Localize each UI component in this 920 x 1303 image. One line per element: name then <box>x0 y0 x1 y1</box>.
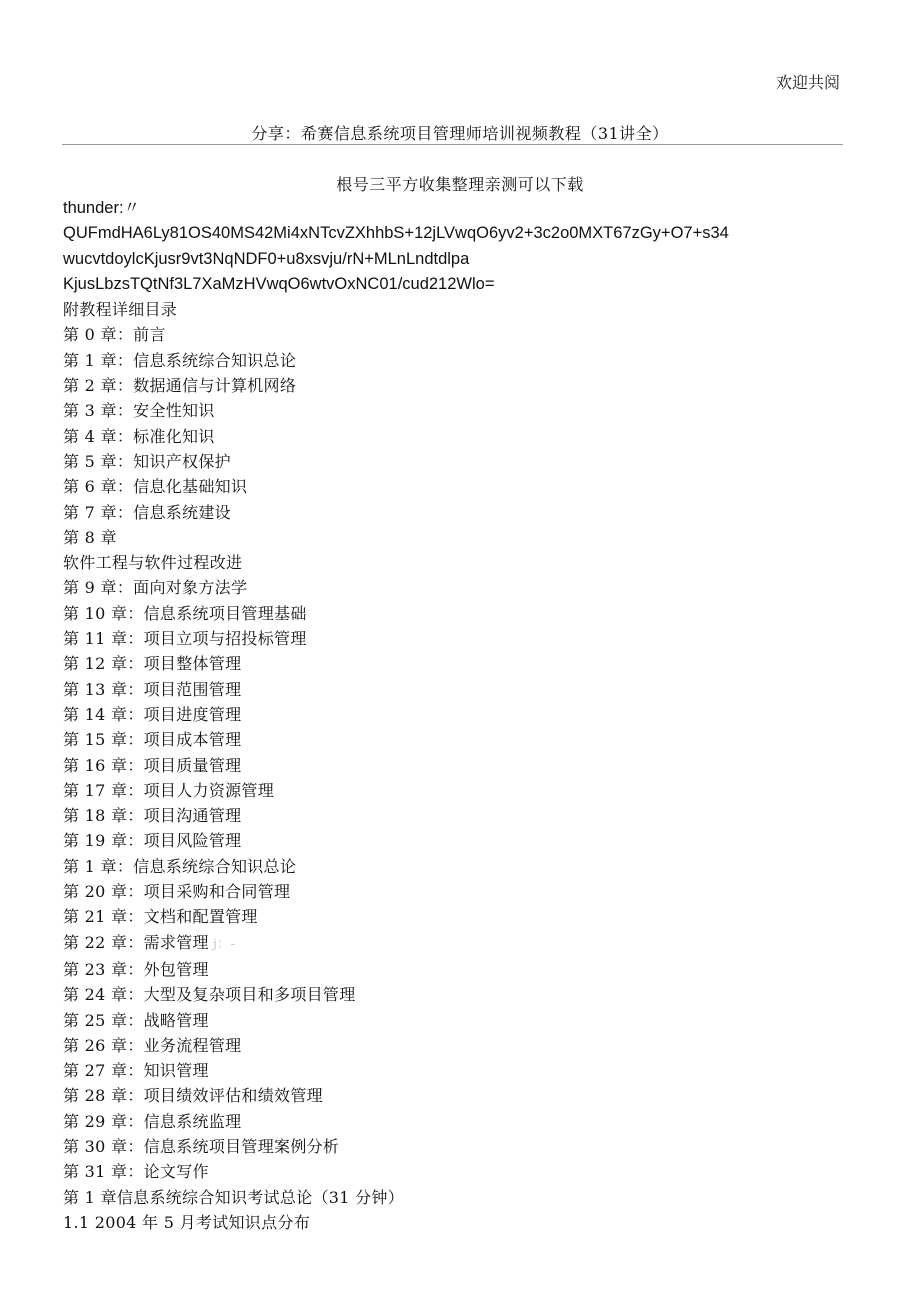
toc-item: 第 11 章：项目立项与招投标管理 <box>63 629 307 649</box>
toc-item: 第 31 章：论文写作 <box>63 1162 209 1182</box>
toc-item: 第 28 章：项目绩效评估和绩效管理 <box>63 1086 323 1106</box>
toc-item: 第 1 章：信息系统综合知识总论 <box>63 856 297 876</box>
toc-item: 第 13 章：项目范围管理 <box>63 679 242 699</box>
toc-item: 第 16 章：项目质量管理 <box>63 755 242 775</box>
toc-item: 第 27 章：知识管理 <box>63 1061 209 1081</box>
toc-item: 第 21 章：文档和配置管理 <box>63 907 258 927</box>
toc-item: 第 29 章：信息系统监理 <box>63 1111 242 1131</box>
toc-item: 第 2 章：数据通信与计算机网络 <box>63 376 297 396</box>
toc-item: 第 0 章：前言 <box>63 325 166 345</box>
toc-item: 第 23 章：外包管理 <box>63 959 209 979</box>
toc-item: 第 12 章：项目整体管理 <box>63 654 242 674</box>
faint-mark: j：- <box>212 936 236 952</box>
toc-heading: 附教程详细目录 <box>63 300 178 320</box>
subtitle: 根号三平方收集整理亲测可以下载 <box>336 175 584 194</box>
toc-item: 第 4 章：标准化知识 <box>63 426 215 446</box>
toc-item: 第 26 章：业务流程管理 <box>63 1035 242 1055</box>
toc-item: 第 25 章：战略管理 <box>63 1010 209 1030</box>
toc-item: 第 18 章：项目沟通管理 <box>63 806 242 826</box>
toc-item: 第 6 章：信息化基础知识 <box>63 477 248 497</box>
document-body <box>63 196 863 1235</box>
share-title: 分享：希赛信息系统项目管理师培训视频教程（31讲全） <box>251 124 669 143</box>
toc-item: 第 14 章：项目进度管理 <box>63 704 242 724</box>
toc-item: 第 1 章：信息系统综合知识总论 <box>63 350 297 370</box>
toc-item: 第 15 章：项目成本管理 <box>63 730 242 750</box>
toc-item: 第 5 章：知识产权保护 <box>63 451 231 471</box>
thunder-link-line-1: QUFmdHA6Ly81OS40MS42Mi4xNTcvZXhhbS+12jLVwqO6yv2+3c2o0MXT67zGy+O7+s34 <box>63 224 729 243</box>
toc-item-with-mark <box>63 930 863 957</box>
subsection-heading: 1.1 2004 年 5 月考试知识点分布 <box>63 1212 310 1232</box>
toc-item: 软件工程与软件过程改进 <box>63 553 243 573</box>
toc-item: 第 30 章：信息系统项目管理案例分析 <box>63 1136 340 1156</box>
header-divider <box>62 144 843 145</box>
toc-item: 第 3 章：安全性知识 <box>63 401 215 421</box>
toc-item: 第 17 章：项目人力资源管理 <box>63 780 275 800</box>
header-welcome-text: 欢迎共阅 <box>775 73 840 92</box>
toc-item-label: 第 22 章：需求管理 <box>63 932 209 952</box>
thunder-link-line-3: KjusLbzsTQtNf3L7XaMzHVwqO6wtvOxNC01/cud212Wlo= <box>63 274 495 293</box>
thunder-link-line-2: wucvtdoylcKjusr9vt3NqNDF0+u8xsvju/rN+MLnLndtdlpa <box>63 249 470 268</box>
toc-item: 第 24 章：大型及复杂项目和多项目管理 <box>63 985 356 1005</box>
section-heading: 第 1 章信息系统综合知识考试总论（31 分钟） <box>63 1187 404 1207</box>
toc-item: 第 8 章 <box>63 527 117 547</box>
thunder-label: thunder:〃 <box>63 199 141 217</box>
toc-item: 第 19 章：项目风险管理 <box>63 831 242 851</box>
toc-item: 第 9 章：面向对象方法学 <box>63 578 248 598</box>
toc-item: 第 10 章：信息系统项目管理基础 <box>63 603 307 623</box>
toc-item: 第 20 章：项目采购和合同管理 <box>63 882 291 902</box>
toc-item: 第 7 章：信息系统建设 <box>63 502 231 522</box>
